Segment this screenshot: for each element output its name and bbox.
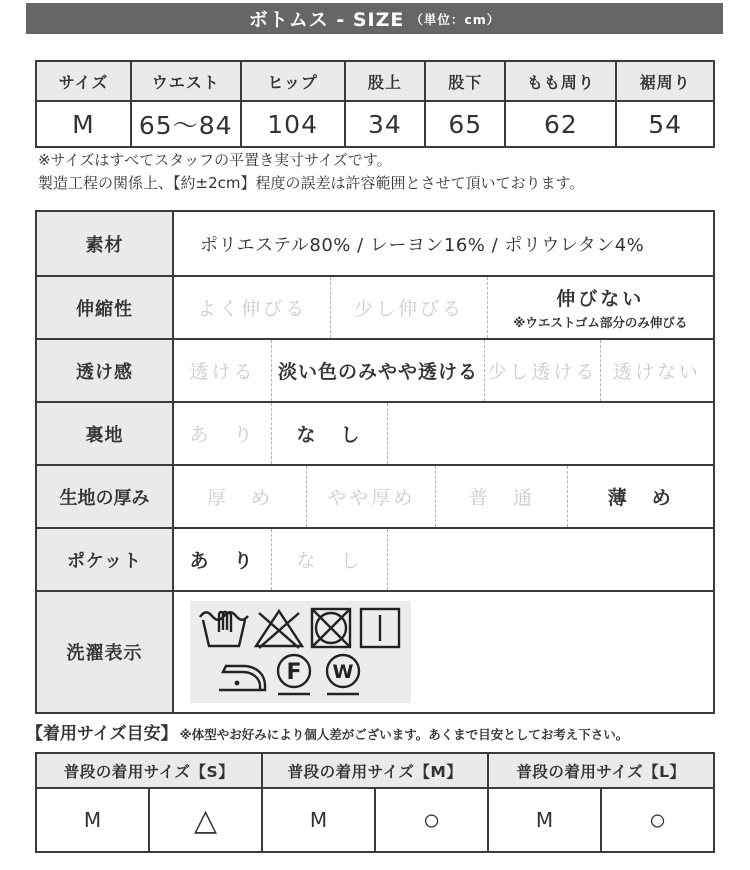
stretch-option-none	[487, 277, 713, 338]
val-thigh: 62	[505, 101, 616, 147]
stretch-option-high: よく伸びる	[197, 298, 308, 320]
svg-text:F: F	[286, 660, 302, 685]
pocket-option-yes: あ り	[189, 550, 256, 572]
material-label: 素材	[37, 212, 174, 275]
fit-col-l: 普段の着用サイズ【L】	[488, 753, 714, 788]
fit-guide-heading	[26, 719, 628, 744]
do-not-tumble-dry-icon	[308, 606, 354, 650]
measurement-notes	[38, 149, 584, 194]
fit-m-mark: ○	[375, 788, 488, 852]
fit-m-size: M	[262, 788, 375, 852]
col-inseam: 股下	[425, 61, 505, 101]
stretch-option-none-text: 伸びない	[556, 288, 645, 310]
lining-option-yes: あ り	[189, 424, 256, 446]
stretch-option-slight: 少し伸びる	[330, 277, 486, 338]
col-thigh: もも周り	[505, 61, 616, 101]
laundry-label: 洗濯表示	[37, 592, 174, 712]
fit-guide-header-row	[36, 753, 714, 788]
val-inseam: 65	[425, 101, 505, 147]
spec-row-laundry	[37, 590, 713, 712]
laundry-symbols	[190, 601, 411, 703]
do-not-bleach-icon	[253, 606, 305, 650]
material-value: ポリエステル80% / レーヨン16% / ポリウレタン4%	[200, 234, 645, 256]
wet-clean-w-icon	[320, 652, 366, 698]
spec-row-sheerness	[37, 338, 713, 401]
lining-empty-cell	[387, 403, 713, 464]
fit-l-mark: ○	[601, 788, 714, 852]
spec-row-lining	[37, 401, 713, 464]
dry-clean-f-icon	[271, 652, 317, 698]
fit-guide-title: 【着用サイズ目安】	[26, 724, 178, 744]
title-bar	[26, 3, 723, 34]
thickness-label: 生地の厚み	[37, 466, 174, 527]
fit-guide-note: ※体型やお好みにより個人差がございます。あくまで目安としてお考え下さい。	[179, 727, 629, 742]
pocket-empty-cell	[387, 529, 713, 590]
iron-low-icon	[216, 655, 268, 695]
pocket-option-no: な し	[271, 529, 387, 590]
size-table	[35, 60, 715, 148]
thickness-option-slightly-thick: やや厚め	[306, 466, 435, 527]
fit-guide-table	[35, 752, 715, 853]
val-hem: 54	[616, 101, 714, 147]
size-table-header-row	[36, 61, 714, 101]
drip-dry-icon	[357, 606, 403, 650]
val-hip: 104	[241, 101, 345, 147]
lining-label: 裏地	[37, 403, 174, 464]
spec-row-pocket	[37, 527, 713, 590]
col-waist: ウエスト	[131, 61, 241, 101]
sheerness-label: 透け感	[37, 340, 174, 401]
lining-option-no: な し	[271, 403, 387, 464]
sheer-option-slight: 少し透ける	[484, 340, 600, 401]
fit-col-s: 普段の着用サイズ【S】	[36, 753, 262, 788]
val-waist: 65〜84	[131, 101, 241, 147]
col-rise: 股上	[345, 61, 425, 101]
note-line-1: ※サイズはすべてスタッフの平置き実寸サイズです。	[38, 151, 392, 169]
unit-label: （単位：cm）	[410, 11, 501, 27]
val-size: M	[36, 101, 131, 147]
col-size: サイズ	[36, 61, 131, 101]
size-table-value-row	[36, 101, 714, 147]
spec-table	[35, 210, 715, 714]
fit-s-mark: △	[149, 788, 262, 852]
laundry-symbols-row2	[216, 652, 403, 698]
pocket-label: ポケット	[37, 529, 174, 590]
fit-col-m: 普段の着用サイズ【M】	[262, 753, 488, 788]
laundry-symbols-row1	[198, 606, 403, 650]
svg-text:W: W	[332, 661, 354, 683]
spec-row-thickness	[37, 464, 713, 527]
fit-s-size: M	[36, 788, 149, 852]
sheer-option-light-colors: 淡い色のみやや透ける	[271, 340, 484, 401]
col-hem: 裾周り	[616, 61, 714, 101]
fit-guide-value-row	[36, 788, 714, 852]
page-title: ボトムス - SIZE	[248, 9, 405, 31]
thickness-option-thick: 厚 め	[207, 487, 274, 509]
stretch-option-note: ※ウエストゴム部分のみ伸びる	[513, 315, 688, 330]
spec-row-stretch	[37, 275, 713, 338]
thickness-option-thin: 薄 め	[567, 466, 713, 527]
val-rise: 34	[345, 101, 425, 147]
sheer-option-sheer: 透ける	[189, 361, 256, 383]
hand-wash-icon	[198, 606, 250, 650]
sheer-option-opaque: 透けない	[600, 340, 713, 401]
col-hip: ヒップ	[241, 61, 345, 101]
stretch-label: 伸縮性	[37, 277, 174, 338]
spec-row-material	[37, 212, 713, 275]
note-line-2: 製造工程の関係上、【約±2cm】程度の誤差は許容範囲とさせて頂いております。	[38, 173, 585, 192]
thickness-option-normal: 普 通	[435, 466, 567, 527]
fit-l-size: M	[488, 788, 601, 852]
